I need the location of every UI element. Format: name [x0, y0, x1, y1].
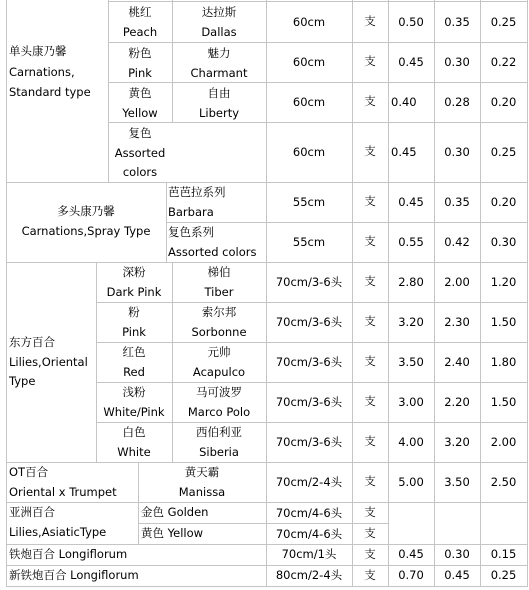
price-3: 1.50 — [490, 315, 517, 329]
variety-name: 金色 Golden — [141, 505, 209, 519]
unit: 支 — [364, 194, 376, 208]
unit: 支 — [364, 474, 376, 488]
unit: 支 — [364, 547, 376, 561]
grid-line — [6, 262, 528, 263]
grid-line — [6, 182, 528, 183]
stem-length: 70cm/2-4头 — [275, 475, 343, 489]
unit: 支 — [364, 234, 376, 248]
variety-name: 黄色 Yellow — [141, 526, 204, 540]
group-label-cn: OT百合 — [9, 465, 49, 479]
price-2: 3.20 — [444, 435, 470, 449]
unit: 支 — [364, 94, 376, 108]
variety-en: Assorted colors — [168, 245, 257, 259]
variety-en: Sorbonne — [191, 325, 247, 339]
variety-name: 铁炮百合 Longiflorum — [9, 547, 128, 561]
grid-line — [388, 0, 389, 587]
stem-length: 60cm — [292, 95, 326, 109]
price-1: 3.50 — [398, 355, 424, 369]
stem-length: 55cm — [292, 195, 326, 209]
unit: 支 — [364, 394, 376, 408]
variety-cn: 达拉斯 — [201, 5, 237, 19]
price-3: 0.20 — [490, 95, 517, 109]
price-2: 2.20 — [444, 395, 470, 409]
group-label-en: Type — [9, 374, 36, 388]
price-1: 4.00 — [398, 435, 424, 449]
stem-length: 60cm — [292, 15, 326, 29]
price-3: 2.50 — [490, 475, 517, 489]
variety-en: Dallas — [201, 25, 237, 39]
variety-en: Acapulco — [192, 365, 246, 379]
grid-line — [6, 183, 7, 587]
variety-en: Siberia — [199, 445, 239, 459]
stem-length: 70cm/3-6头 — [275, 355, 343, 369]
unit: 支 — [364, 54, 376, 68]
price-2: 0.35 — [444, 15, 470, 29]
color-cn: 桃红 — [128, 5, 152, 19]
color-en: Red — [123, 365, 145, 379]
stem-length: 55cm — [292, 235, 326, 249]
grid-line — [6, 462, 528, 463]
variety-cn: 索尔邦 — [201, 305, 237, 319]
price-1: 3.20 — [398, 315, 424, 329]
price-2: 0.28 — [444, 95, 470, 109]
price-1: 3.00 — [398, 395, 424, 409]
price-1: 0.70 — [398, 568, 424, 582]
price-3: 0.20 — [490, 195, 517, 209]
price-3: 0.15 — [490, 547, 517, 561]
color-cn: 黄色 — [128, 86, 152, 100]
group-label-cn: 单头康乃馨 — [9, 44, 67, 58]
price-1: 0.45 — [398, 547, 424, 561]
color-cn: 白色 — [122, 425, 146, 439]
grid-line — [166, 183, 167, 263]
price-2: 0.30 — [444, 55, 470, 69]
color-cn: 浅粉 — [122, 385, 146, 399]
unit: 支 — [364, 568, 376, 582]
price-2: 0.30 — [444, 547, 470, 561]
color-cn: 粉 — [128, 305, 140, 319]
group-label-en: Lilies,AsiaticType — [9, 525, 107, 539]
price-2: 0.30 — [444, 145, 470, 159]
price-1: 0.55 — [398, 235, 424, 249]
color-en: Pink — [122, 325, 146, 339]
group-label-cn: 多头康乃馨 — [57, 204, 115, 218]
variety-cn: 元帅 — [207, 345, 231, 359]
price-1: 0.45 — [398, 55, 424, 69]
group-label-en: Standard type — [9, 85, 91, 99]
color-cn: 红色 — [122, 345, 146, 359]
color-en: Pink — [128, 66, 152, 80]
stem-length: 60cm — [292, 145, 326, 159]
price-2: 2.40 — [444, 355, 470, 369]
stem-length: 70cm/4-6头 — [275, 527, 343, 541]
price-2: 2.30 — [444, 315, 470, 329]
variety-cn: 马可波罗 — [196, 385, 242, 399]
price-3: 2.00 — [490, 435, 517, 449]
stem-length: 70cm/3-6头 — [275, 395, 343, 409]
stem-length: 70cm/3-6头 — [275, 275, 343, 289]
stem-length: 70cm/3-6头 — [275, 315, 343, 329]
group-label-en: Carnations,Spray Type — [21, 224, 151, 238]
price-2: 2.00 — [444, 275, 470, 289]
stem-length: 60cm — [292, 55, 326, 69]
grid-line — [6, 0, 7, 182]
price-1: 0.40 — [391, 95, 417, 109]
price-2: 0.42 — [444, 235, 470, 249]
grid-line — [266, 0, 267, 587]
group-label-en: Carnations, — [9, 65, 75, 79]
price-3: 0.25 — [490, 568, 517, 582]
unit: 支 — [364, 14, 376, 28]
unit: 支 — [364, 354, 376, 368]
variety-cn: 西伯利亚 — [196, 425, 242, 439]
variety-en: Charmant — [190, 66, 248, 80]
grid-line — [480, 0, 481, 587]
group-label-cn: 东方百合 — [9, 335, 55, 349]
variety-cn: 魅力 — [207, 46, 231, 60]
color-en: White — [117, 445, 151, 459]
variety-en: Barbara — [168, 205, 214, 219]
grid-line — [6, 586, 528, 587]
group-label-cn: 亚洲百合 — [9, 505, 55, 519]
variety-name: 新铁炮百合 Longiflorum — [9, 568, 139, 582]
price-1: 2.80 — [398, 275, 424, 289]
price-2: 0.45 — [444, 568, 470, 582]
price-2: 3.50 — [444, 475, 470, 489]
price-1: 0.45 — [398, 195, 424, 209]
price-3: 1.20 — [490, 275, 517, 289]
stem-length: 70cm/3-6头 — [275, 435, 343, 449]
grid-line — [166, 222, 528, 223]
variety-cn: 复色系列 — [168, 225, 214, 239]
price-1: 0.50 — [398, 15, 424, 29]
color-en: White/Pink — [103, 405, 165, 419]
stem-length: 70cm/4-6头 — [275, 506, 343, 520]
unit: 支 — [364, 274, 376, 288]
variety-cn: 黄天霸 — [184, 465, 220, 479]
group-label-en: Oriental x Trumpet — [9, 485, 117, 499]
color-en: Peach — [122, 25, 158, 39]
price-3: 1.80 — [490, 355, 517, 369]
stem-length: 70cm/1头 — [281, 547, 337, 561]
color-en: colors — [122, 165, 158, 179]
group-label-en: Lilies,Oriental — [9, 355, 88, 369]
price-1: 5.00 — [398, 475, 424, 489]
price-3: 0.25 — [490, 145, 517, 159]
variety-en: Tiber — [204, 285, 234, 299]
price-2: 0.35 — [444, 195, 470, 209]
price-3: 0.30 — [490, 235, 517, 249]
variety-cn: 芭芭拉系列 — [168, 185, 226, 199]
grid-line — [434, 0, 435, 587]
unit: 支 — [364, 434, 376, 448]
unit: 支 — [364, 314, 376, 328]
variety-en: Marco Polo — [187, 405, 251, 419]
price-3: 0.25 — [490, 15, 517, 29]
color-en: Yellow — [122, 106, 158, 120]
color-en: Dark Pink — [106, 285, 162, 299]
variety-en: Liberty — [198, 106, 240, 120]
unit: 支 — [364, 526, 376, 540]
price-3: 0.22 — [490, 55, 517, 69]
unit: 支 — [364, 505, 376, 519]
grid-line — [352, 0, 353, 587]
price-1: 0.45 — [391, 145, 417, 159]
variety-cn: 自由 — [207, 86, 231, 100]
variety-cn: 梯伯 — [207, 265, 231, 279]
color-cn: 复色 — [128, 126, 152, 140]
color-cn: 深粉 — [122, 265, 146, 279]
stem-length: 80cm/2-4头 — [275, 568, 343, 582]
unit: 支 — [364, 144, 376, 158]
color-cn: 粉色 — [128, 46, 152, 60]
variety-en: Manissa — [178, 485, 226, 499]
grid-line — [527, 0, 528, 587]
color-en: Assorted — [114, 146, 166, 160]
price-3: 1.50 — [490, 395, 517, 409]
